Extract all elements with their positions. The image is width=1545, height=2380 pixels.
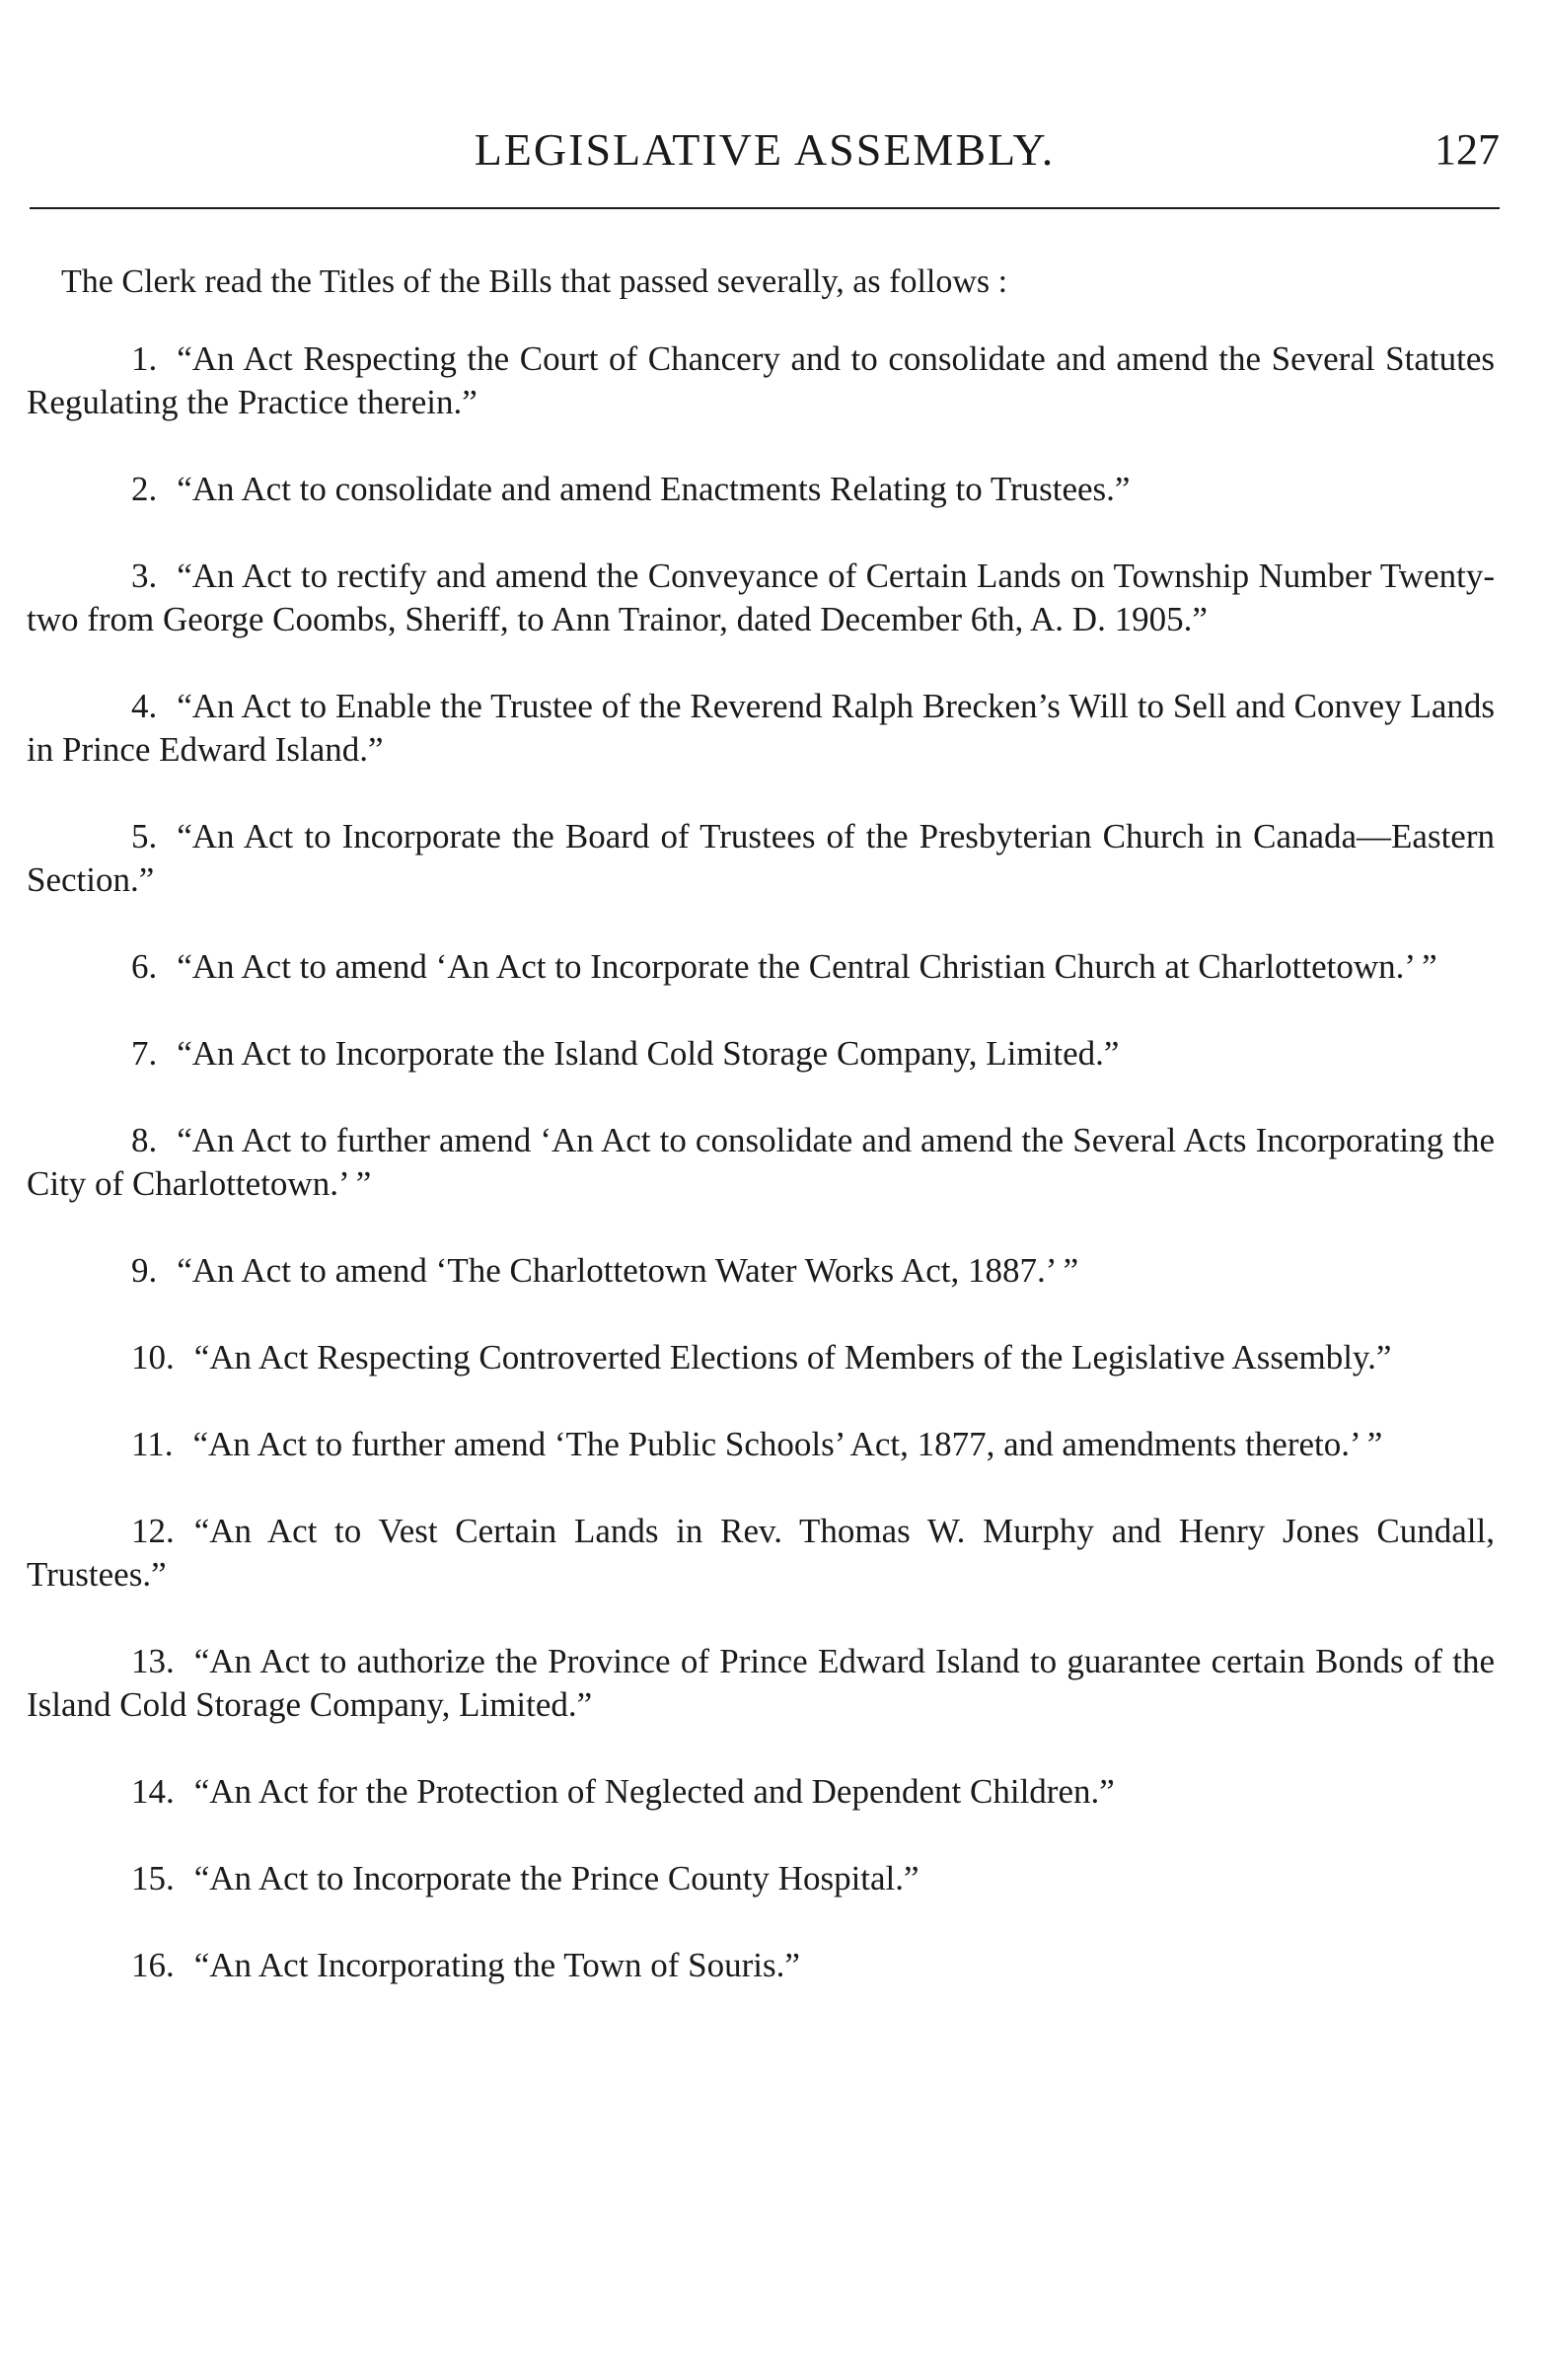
bill-item bbox=[27, 1640, 1495, 1727]
page-title: LEGISLATIVE ASSEMBLY. bbox=[474, 124, 1056, 175]
bill-title: “An Act to Incorporate the Island Cold Storage Company, Limited.” bbox=[177, 1034, 1120, 1073]
bill-title: “An Act to amend ‘The Charlottetown Water Works Act, 1887.’ ” bbox=[177, 1251, 1079, 1290]
bill-number: 1. bbox=[131, 339, 158, 378]
bill-number: 8. bbox=[131, 1121, 158, 1159]
bill-number: 13. bbox=[131, 1642, 175, 1680]
bill-number: 4. bbox=[131, 687, 158, 725]
bill-item bbox=[27, 1336, 1495, 1379]
bill-list bbox=[27, 337, 1495, 2031]
bill-title: “An Act to authorize the Province of Prince Edward Island to guarantee certain Bonds of the Island Cold Storage Company, Limited.” bbox=[27, 1642, 1495, 1724]
intro-paragraph: The Clerk read the Titles of the Bills that passed severally, as follows : bbox=[61, 263, 1008, 300]
bill-number: 3. bbox=[131, 557, 158, 595]
bill-title: “An Act to rectify and amend the Conveyance of Certain Lands on Township Number Twenty-two from George Coombs, Sheriff, to Ann Trainor, dated December 6th, A. D. 1905.” bbox=[27, 557, 1495, 638]
bill-title: “An Act Respecting Controverted Elections of Members of the Legislative Assembly.” bbox=[193, 1338, 1392, 1376]
bill-item bbox=[27, 1032, 1495, 1076]
bill-number: 10. bbox=[131, 1338, 175, 1376]
bill-number: 7. bbox=[131, 1034, 158, 1073]
bill-title: “An Act Respecting the Court of Chancery and to consolidate and amend the Several Statutes Regulating the Practice therein.” bbox=[27, 339, 1495, 421]
bill-item bbox=[27, 1857, 1495, 1900]
bill-number: 9. bbox=[131, 1251, 158, 1290]
bill-number: 11. bbox=[131, 1425, 174, 1463]
bill-number: 5. bbox=[131, 817, 158, 855]
bill-title: “An Act to Vest Certain Lands in Rev. Thomas W. Murphy and Henry Jones Cundall, Trustees.” bbox=[27, 1512, 1495, 1594]
bill-number: 2. bbox=[131, 470, 158, 508]
bill-title: “An Act to further amend ‘An Act to consolidate and amend the Several Acts Incorporating the City of Charlottetown.’ ” bbox=[27, 1121, 1495, 1203]
bill-number: 16. bbox=[131, 1946, 175, 1984]
bill-item bbox=[27, 945, 1495, 989]
bill-item bbox=[27, 468, 1495, 511]
page-number: 127 bbox=[1435, 125, 1500, 174]
bill-title: “An Act to Incorporate the Prince County Hospital.” bbox=[193, 1859, 920, 1897]
bill-number: 14. bbox=[131, 1772, 175, 1811]
bill-number: 12. bbox=[131, 1512, 175, 1550]
bill-title: “An Act to Enable the Trustee of the Reverend Ralph Brecken’s Will to Sell and Convey Lands in Prince Edward Island.” bbox=[27, 687, 1495, 769]
bill-title: “An Act to Incorporate the Board of Trustees of the Presbyterian Church in Canada—Eastern Section.” bbox=[27, 817, 1495, 899]
running-head bbox=[30, 120, 1500, 180]
bill-item bbox=[27, 337, 1495, 424]
bill-title: “An Act Incorporating the Town of Souris.” bbox=[193, 1946, 800, 1984]
bill-item bbox=[27, 1510, 1495, 1597]
bill-item bbox=[27, 1944, 1495, 1987]
bill-number: 6. bbox=[131, 947, 158, 986]
bill-item bbox=[27, 1119, 1495, 1206]
bill-item bbox=[27, 1770, 1495, 1814]
header-divider bbox=[30, 207, 1500, 209]
bill-item bbox=[27, 685, 1495, 772]
bill-item bbox=[27, 1423, 1495, 1466]
bill-title: “An Act to amend ‘An Act to Incorporate the Central Christian Church at Charlottetown.’ ” bbox=[177, 947, 1437, 986]
bill-title: “An Act to consolidate and amend Enactments Relating to Trustees.” bbox=[177, 470, 1131, 508]
bill-item bbox=[27, 1249, 1495, 1293]
bill-item bbox=[27, 815, 1495, 902]
bill-number: 15. bbox=[131, 1859, 175, 1897]
bill-item bbox=[27, 555, 1495, 641]
bill-title: “An Act to further amend ‘The Public Schools’ Act, 1877, and amendments thereto.’ ” bbox=[192, 1425, 1383, 1463]
bill-title: “An Act for the Protection of Neglected and Dependent Children.” bbox=[193, 1772, 1115, 1811]
